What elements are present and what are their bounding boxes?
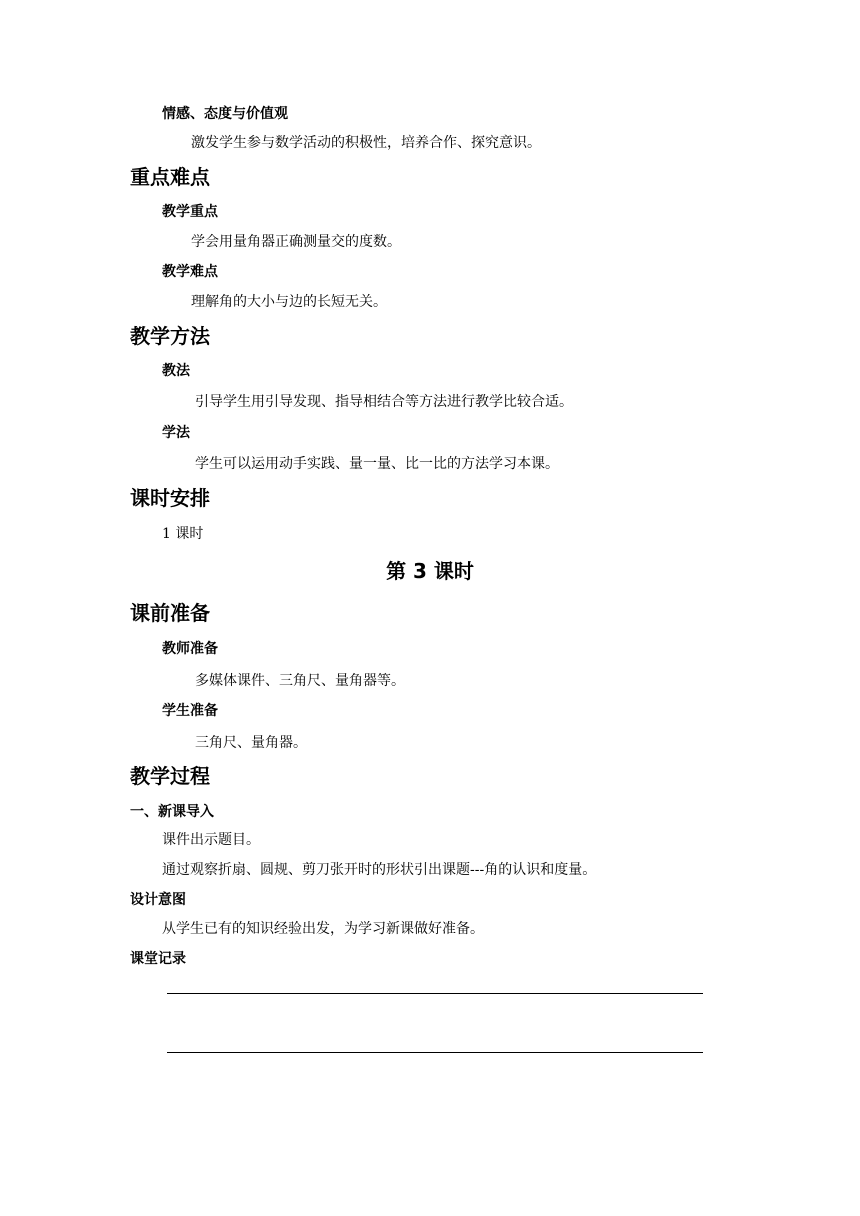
intro-heading: 一、新课导入 <box>130 804 214 820</box>
focus-heading: 教学重点 <box>162 204 218 220</box>
learning-method-text: 学生可以运用动手实践、量一量、比一比的方法学习本课。 <box>195 456 559 472</box>
key-points-heading: 重点难点 <box>130 165 210 189</box>
difficulty-text: 理解角的大小与边的长短无关。 <box>191 294 387 310</box>
teaching-method-text: 引导学生用引导发现、指导相结合等方法进行教学比较合适。 <box>195 394 573 410</box>
intro-line-2: 通过观察折扇、圆规、剪刀张开时的形状引出课题---角的认识和度量。 <box>162 862 597 878</box>
difficulty-heading: 教学难点 <box>162 264 218 280</box>
teaching-method-heading: 教法 <box>162 363 190 379</box>
methods-heading: 教学方法 <box>130 324 210 348</box>
intro-line-1: 课件出示题目。 <box>162 832 260 848</box>
record-heading: 课堂记录 <box>130 951 186 967</box>
teacher-prep-heading: 教师准备 <box>162 641 218 657</box>
design-heading: 设计意图 <box>130 892 186 908</box>
lesson-title: 第 3 课时 <box>386 559 474 583</box>
emotion-heading: 情感、态度与价值观 <box>162 106 288 122</box>
student-prep-text: 三角尺、量角器。 <box>195 735 307 751</box>
process-heading: 教学过程 <box>130 764 210 788</box>
learning-method-heading: 学法 <box>162 425 190 441</box>
schedule-text: 1 课时 <box>162 526 204 542</box>
student-prep-heading: 学生准备 <box>162 703 218 719</box>
teacher-prep-text: 多媒体课件、三角尺、量角器等。 <box>195 673 405 689</box>
record-line-2 <box>167 1052 703 1053</box>
schedule-heading: 课时安排 <box>130 486 210 510</box>
record-line-1 <box>167 993 703 994</box>
design-text: 从学生已有的知识经验出发，为学习新课做好准备。 <box>162 921 484 937</box>
emotion-text: 激发学生参与数学活动的积极性，培养合作、探究意识。 <box>191 135 541 151</box>
prep-heading: 课前准备 <box>130 601 210 625</box>
focus-text: 学会用量角器正确测量交的度数。 <box>191 234 401 250</box>
